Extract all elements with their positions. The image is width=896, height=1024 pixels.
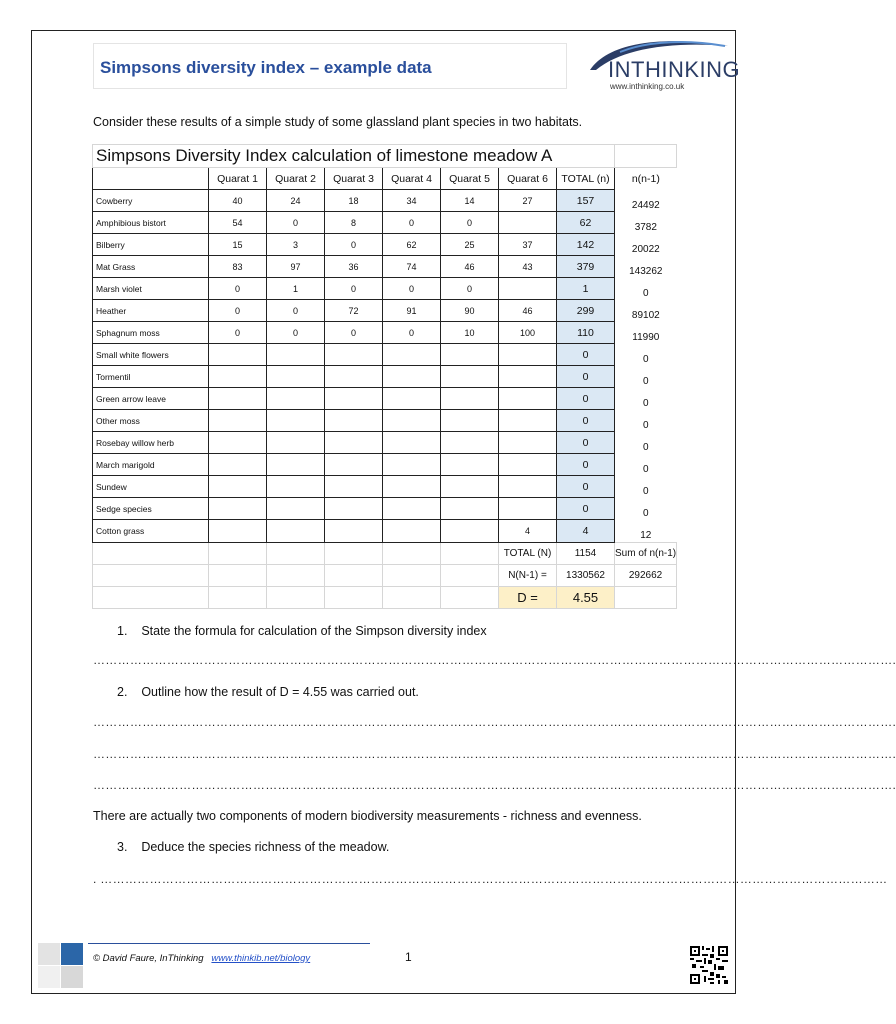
count-cell — [499, 476, 557, 498]
count-cell: 25 — [441, 234, 499, 256]
species-cell: Cotton grass — [93, 520, 209, 543]
count-cell: 97 — [267, 256, 325, 278]
count-cell — [267, 344, 325, 366]
count-cell: 34 — [383, 190, 441, 212]
count-cell — [325, 432, 383, 454]
count-cell — [441, 498, 499, 520]
count-cell: 15 — [209, 234, 267, 256]
total-cell: 0 — [557, 388, 615, 410]
nn-cell: 0 — [643, 375, 649, 387]
count-cell — [209, 498, 267, 520]
d-value: 4.55 — [557, 586, 615, 608]
count-cell — [209, 454, 267, 476]
count-cell — [209, 388, 267, 410]
count-cell: 0 — [267, 322, 325, 344]
empty-cell — [383, 586, 441, 608]
empty-cell — [209, 586, 267, 608]
count-cell — [499, 410, 557, 432]
answer-line[interactable]: ……………………………………………………………………………………………………………………………………………………………………………. — [93, 715, 896, 729]
count-cell — [383, 454, 441, 476]
count-cell: 72 — [325, 300, 383, 322]
footer-square — [61, 943, 83, 965]
empty-cell — [441, 542, 499, 564]
table-row — [93, 256, 677, 278]
count-cell — [325, 410, 383, 432]
count-cell — [441, 366, 499, 388]
count-cell — [441, 344, 499, 366]
header-row — [93, 168, 677, 190]
count-cell: 4 — [499, 520, 557, 543]
count-cell — [267, 388, 325, 410]
empty-cell — [325, 542, 383, 564]
count-cell — [209, 366, 267, 388]
species-cell: Heather — [93, 300, 209, 322]
table-row — [93, 344, 677, 366]
table-row — [93, 190, 677, 212]
table-row — [93, 278, 677, 300]
count-cell: 0 — [209, 278, 267, 300]
species-cell: Amphibious bistort — [93, 212, 209, 234]
count-cell — [441, 476, 499, 498]
nn-cell: 0 — [643, 397, 649, 409]
total-cell: 0 — [557, 344, 615, 366]
empty-cell — [93, 586, 209, 608]
total-cell: 142 — [557, 234, 615, 256]
footer-square — [61, 966, 83, 988]
components-text: There are actually two components of modern biodiversity measurements - richness and evenness. — [93, 809, 642, 823]
count-cell — [209, 476, 267, 498]
count-cell — [267, 498, 325, 520]
count-cell — [325, 476, 383, 498]
nn-cell: 11990 — [632, 331, 660, 343]
count-cell: 0 — [383, 278, 441, 300]
species-cell: Marsh violet — [93, 278, 209, 300]
nn-cell: 0 — [643, 353, 649, 365]
count-cell: 40 — [209, 190, 267, 212]
total-cell: 0 — [557, 476, 615, 498]
count-cell — [325, 388, 383, 410]
header-species-cell — [93, 168, 209, 190]
species-cell: Other moss — [93, 410, 209, 432]
species-cell: Rosebay willow herb — [93, 432, 209, 454]
logo-url: www.inthinking.co.uk — [610, 82, 685, 91]
footer-square — [38, 943, 60, 965]
count-cell: 46 — [499, 300, 557, 322]
count-cell: 43 — [499, 256, 557, 278]
footer-copyright — [93, 953, 310, 964]
table-row — [93, 300, 677, 322]
count-cell — [499, 278, 557, 300]
table-row — [93, 454, 677, 476]
count-cell — [441, 432, 499, 454]
total-cell: 299 — [557, 300, 615, 322]
header-cell: Quarat 4 — [383, 168, 441, 190]
question-1: 1. State the formula for calculation of the Simpson diversity index — [117, 624, 487, 638]
count-cell: 27 — [499, 190, 557, 212]
summary-row — [93, 542, 677, 564]
empty-cell — [325, 564, 383, 586]
footer-divider — [88, 943, 370, 944]
page-number: 1 — [405, 950, 412, 964]
empty-cell — [267, 586, 325, 608]
total-cell: 0 — [557, 454, 615, 476]
table-row — [93, 432, 677, 454]
caption-empty-cell — [615, 145, 677, 168]
header-cell: Quarat 1 — [209, 168, 267, 190]
table-row — [93, 212, 677, 234]
header-cell: TOTAL (n) — [557, 168, 615, 190]
question-2: 2. Outline how the result of D = 4.55 was carried out. — [117, 685, 419, 699]
answer-line[interactable]: ……………………………………………………………………………………………………………………………………………………………………………. — [93, 653, 896, 667]
count-cell — [383, 520, 441, 543]
table-row — [93, 410, 677, 432]
d-label: D = — [499, 586, 557, 608]
nn-cell: 89102 — [631, 309, 660, 321]
count-cell — [267, 454, 325, 476]
nn-cell: 12 — [640, 529, 652, 541]
count-cell: 0 — [325, 278, 383, 300]
count-cell — [209, 432, 267, 454]
count-cell — [383, 498, 441, 520]
species-cell: Sedge species — [93, 498, 209, 520]
sum-nn-label: Sum of n(n-1) — [615, 542, 677, 564]
count-cell: 0 — [441, 278, 499, 300]
total-cell: 379 — [557, 256, 615, 278]
count-cell — [267, 476, 325, 498]
count-cell — [267, 366, 325, 388]
total-cell: 110 — [557, 322, 615, 344]
species-cell: Small white flowers — [93, 344, 209, 366]
empty-cell — [93, 542, 209, 564]
nn-cell: 24492 — [631, 199, 660, 211]
nn1-value: 1330562 — [557, 564, 615, 586]
count-cell: 24 — [267, 190, 325, 212]
count-cell: 0 — [267, 300, 325, 322]
nn-cell: 0 — [643, 463, 649, 475]
footer-copyright-text: © David Faure, InThinking — [93, 953, 204, 964]
count-cell — [441, 454, 499, 476]
nn-cell: 3782 — [634, 221, 657, 233]
count-cell: 0 — [325, 322, 383, 344]
count-cell — [383, 366, 441, 388]
count-cell: 54 — [209, 212, 267, 234]
table-row — [93, 234, 677, 256]
count-cell — [383, 344, 441, 366]
count-cell — [441, 388, 499, 410]
species-cell: Sundew — [93, 476, 209, 498]
total-cell: 0 — [557, 432, 615, 454]
count-cell: 62 — [383, 234, 441, 256]
count-cell — [441, 520, 499, 543]
count-cell: 74 — [383, 256, 441, 278]
count-cell — [209, 520, 267, 543]
count-cell — [267, 520, 325, 543]
count-cell: 3 — [267, 234, 325, 256]
count-cell: 36 — [325, 256, 383, 278]
empty-cell — [93, 564, 209, 586]
count-cell — [383, 388, 441, 410]
species-cell: March marigold — [93, 454, 209, 476]
nn-cell: 0 — [643, 507, 649, 519]
question-3: 3. Deduce the species richness of the meadow. — [117, 840, 390, 854]
count-cell — [267, 410, 325, 432]
answer-line[interactable]: ……………………………………………………………………………………………………………………………………………………………………………. — [93, 778, 896, 792]
count-cell: 0 — [267, 212, 325, 234]
count-cell: 37 — [499, 234, 557, 256]
count-cell — [499, 212, 557, 234]
count-cell: 0 — [383, 322, 441, 344]
total-cell: 0 — [557, 498, 615, 520]
total-n-value: 1154 — [557, 542, 615, 564]
empty-cell — [267, 564, 325, 586]
nn-cell: 0 — [643, 287, 649, 299]
empty-cell — [209, 564, 267, 586]
nn-cell: 0 — [643, 485, 649, 497]
count-cell: 8 — [325, 212, 383, 234]
table-row — [93, 366, 677, 388]
count-cell: 90 — [441, 300, 499, 322]
empty-cell — [267, 542, 325, 564]
table-row — [93, 520, 677, 543]
count-cell — [499, 388, 557, 410]
header-cell: n(n-1) — [615, 168, 677, 190]
total-cell: 0 — [557, 366, 615, 388]
nn-cell: 20022 — [631, 243, 660, 255]
header-cell: Quarat 2 — [267, 168, 325, 190]
footer-link[interactable]: www.thinkib.net/biology — [211, 953, 311, 964]
empty-cell — [325, 586, 383, 608]
total-cell: 62 — [557, 212, 615, 234]
table-row — [93, 322, 677, 344]
count-cell: 91 — [383, 300, 441, 322]
empty-cell — [209, 542, 267, 564]
count-cell: 46 — [441, 256, 499, 278]
total-cell: 1 — [557, 278, 615, 300]
intro-text: Consider these results of a simple study of some glassland plant species in two habitats. — [93, 115, 583, 129]
footer-square — [38, 966, 60, 988]
species-cell: Cowberry — [93, 190, 209, 212]
empty-cell — [383, 564, 441, 586]
header-cell: Quarat 5 — [441, 168, 499, 190]
empty-cell — [615, 586, 677, 608]
count-cell: 0 — [441, 212, 499, 234]
total-cell: 4 — [557, 520, 615, 543]
header-cell: Quarat 3 — [325, 168, 383, 190]
species-cell: Bilberry — [93, 234, 209, 256]
table-row — [93, 498, 677, 520]
count-cell: 0 — [209, 322, 267, 344]
nn-cell: 0 — [643, 441, 649, 453]
logo-name: INTHINKING — [608, 57, 741, 82]
count-cell: 1 — [267, 278, 325, 300]
count-cell — [499, 498, 557, 520]
table-caption: Simpsons Diversity Index calculation of limestone meadow A — [93, 145, 615, 168]
count-cell: 100 — [499, 322, 557, 344]
empty-cell — [441, 564, 499, 586]
answer-line[interactable]: ……………………………………………………………………………………………………………………………………………………………………………. — [93, 747, 896, 761]
count-cell: 0 — [325, 234, 383, 256]
count-cell — [499, 366, 557, 388]
count-cell — [325, 520, 383, 543]
count-cell: 0 — [209, 300, 267, 322]
nn1-label: N(N-1) = — [499, 564, 557, 586]
count-cell — [325, 454, 383, 476]
caption-row — [93, 145, 677, 168]
total-n-label: TOTAL (N) — [499, 542, 557, 564]
count-cell — [383, 410, 441, 432]
count-cell — [499, 432, 557, 454]
count-cell — [441, 410, 499, 432]
count-cell — [209, 410, 267, 432]
species-cell: Mat Grass — [93, 256, 209, 278]
table-row — [93, 388, 677, 410]
table-row — [93, 476, 677, 498]
count-cell — [267, 432, 325, 454]
count-cell — [499, 344, 557, 366]
count-cell — [325, 498, 383, 520]
d-row — [93, 586, 677, 608]
count-cell — [383, 432, 441, 454]
summary-row — [93, 564, 677, 586]
count-cell — [499, 454, 557, 476]
header-cell: Quarat 6 — [499, 168, 557, 190]
species-cell: Tormentil — [93, 366, 209, 388]
total-cell: 157 — [557, 190, 615, 212]
nn-cell: 143262 — [629, 265, 663, 277]
nn-cell: 0 — [643, 419, 649, 431]
count-cell: 14 — [441, 190, 499, 212]
species-cell: Sphagnum moss — [93, 322, 209, 344]
species-cell: Green arrow leave — [93, 388, 209, 410]
count-cell — [325, 366, 383, 388]
sum-nn-value: 292662 — [615, 564, 677, 586]
count-cell — [383, 476, 441, 498]
inthinking-logo[interactable] — [580, 38, 741, 98]
diversity-table — [92, 144, 677, 609]
count-cell — [209, 344, 267, 366]
answer-line[interactable]: . ………………………………………………………………………………………………………………………………………………………………………… — [93, 872, 888, 886]
count-cell: 83 — [209, 256, 267, 278]
qr-code-icon — [690, 946, 728, 984]
total-cell: 0 — [557, 410, 615, 432]
count-cell: 0 — [383, 212, 441, 234]
empty-cell — [383, 542, 441, 564]
count-cell — [325, 344, 383, 366]
count-cell: 10 — [441, 322, 499, 344]
page-title: Simpsons diversity index – example data — [100, 58, 432, 77]
empty-cell — [441, 586, 499, 608]
count-cell: 18 — [325, 190, 383, 212]
